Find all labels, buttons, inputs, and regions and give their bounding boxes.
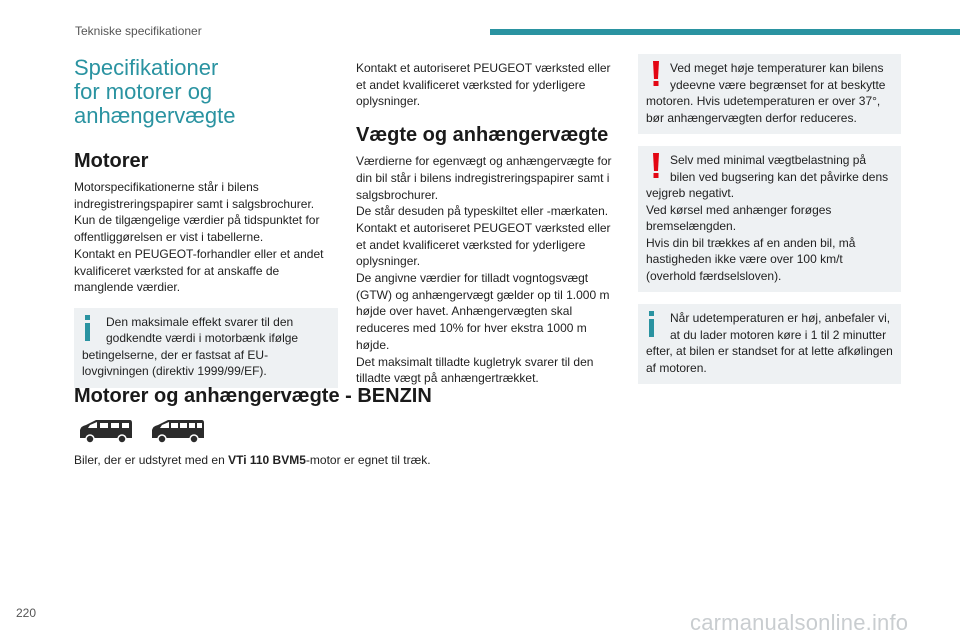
section-header: Tekniske specifikationer	[75, 24, 202, 38]
column-left	[74, 56, 338, 388]
weights-text: Værdierne for egenvægt og anhængervægte for din bil står i bilens indregistreringspapirer samt i salgsbrochurer. De står desuden på typeskiltet eller -mærkaten. Kontakt et autoriseret PEUGEOT værksted eller et andet kvalificeret værksted for yderligere oplysninger. De angivne værdier for tilladt vogntogsvægt (GTW) og anhængervægt gælder op til 1.000 m højde over havet. Anhængervægten skal reduceres med 10% for hver ekstra 1000 m højde. Det maksimalt tilladte kugletryk svarer til den tilladte vægt på anhængertrækket.	[356, 154, 612, 386]
info-lead-text: Når udetemperaturen er høj, anbefaler vi, at du lader motoren køre i 1 til 2 minutter	[670, 311, 891, 342]
engine-towing-text	[74, 453, 431, 467]
engine-code: VTi 110 BVM5	[228, 453, 306, 467]
header-accent-bar	[490, 29, 960, 35]
warning-rest-text: motoren. Hvis udetemperaturen er over 37°, bør anhængervægten derfor reduceres.	[646, 94, 881, 125]
info-box-cooling	[638, 304, 901, 384]
engine-text-after: -motor er egnet til træk.	[305, 453, 431, 467]
info-lead-text: Den maksimale effekt svarer til den godkendte værdi i motorbænk ifølge	[106, 314, 299, 346]
column-middle	[356, 60, 620, 387]
column-right	[638, 54, 901, 396]
warning-lead-text: Ved meget høje temperaturer kan bilens ydeevne være begrænset for at beskytte	[670, 61, 886, 92]
weights-heading: Vægte og anhængervægte	[356, 124, 609, 147]
watermark: carmanualsonline.info	[690, 610, 909, 635]
engine-text-before: Biler, der er udstyret med en	[74, 453, 229, 467]
info-rest-text: betingelserne, der er fastsat af EU-lovgivningen (direktiv 1999/99/EF).	[82, 347, 269, 379]
van-icon	[76, 418, 134, 444]
vehicle-icons	[76, 418, 206, 444]
info-icon	[83, 314, 105, 342]
benzin-heading: Motorer og anhængervægte - BENZIN	[74, 385, 432, 407]
warning-lead-text: Selv med minimal vægtbelastning på bilen ved bugsering kan det påvirke dens	[670, 153, 889, 184]
van-long-icon	[148, 418, 206, 444]
info-box-effect	[74, 308, 338, 388]
warning-icon	[647, 152, 669, 180]
warning-icon	[647, 60, 669, 88]
warning-rest-text: vejgreb negativt. Ved kørsel med anhænger forøges bremselængden. Hvis din bil trækkes af en anden bil, må hastigheden ikke være over 100 km/t (overhold færdselsloven).	[646, 186, 856, 283]
motorer-text: Motorspecifikationerne står i bilens indregistreringspapirer samt i salgsbrochurer. Kun de tilgængelige værdier på tidspunktet for offentliggørelsen er vist i tabellerne. Kontakt en PEUGEOT-forhandler eller et andet kvalificeret værksted for at anskaffe de manglende værdier.	[74, 180, 324, 295]
contact-intro-text: Kontakt et autoriseret PEUGEOT værksted eller et andet kvalificeret værksted for yderligere oplysninger.	[356, 61, 611, 109]
warning-box-temperature	[638, 54, 901, 134]
page-number: 220	[16, 606, 37, 620]
motorer-heading: Motorer	[74, 150, 149, 172]
warning-box-towing	[638, 146, 901, 292]
page-title: Specifikationer for motorer og anhængervægte	[74, 55, 236, 128]
info-rest-text: efter, at bilen er standset for at lette afkølingen af motoren.	[646, 344, 893, 375]
info-icon	[647, 310, 669, 338]
